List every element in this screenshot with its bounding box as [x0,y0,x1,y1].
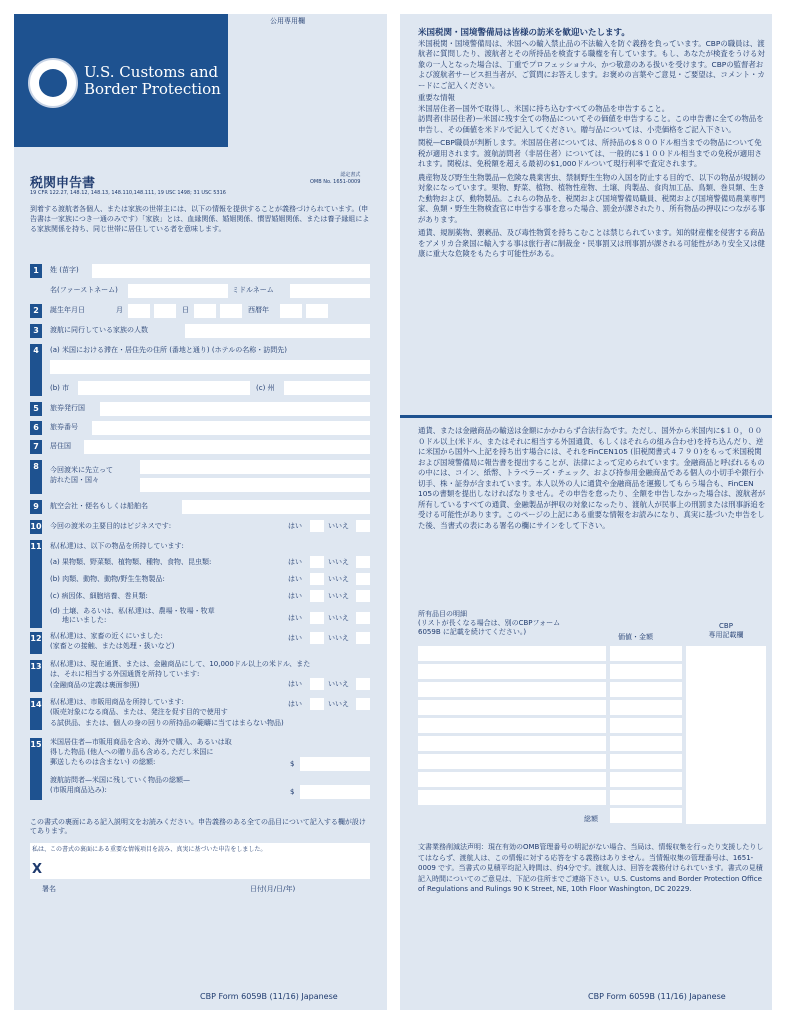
currency-label: 私(私達)は、現在通貨、または、金融商品にして、10,000ドル以上の米ドル、また [50,660,311,668]
dhs-seal-icon [28,58,78,108]
residence-label: 居住国 [50,442,71,450]
residents-label-2: 得した物品 (他人への贈り品も含める, ただし米国に [50,748,214,756]
year-label: 西暦年 [248,306,269,314]
cbp-use-box [686,646,766,824]
article-description-cell[interactable] [418,646,606,661]
yes-label: はい [288,522,302,530]
month-label: 月 [116,306,123,314]
total-label: 総額 [584,815,598,823]
meats-yes-checkbox[interactable] [310,573,324,585]
dollar-sign: $ [290,760,295,768]
commercial-yes-checkbox[interactable] [310,698,324,710]
family-count-field[interactable] [185,324,370,338]
item-number: 2 [30,304,42,318]
fruits-label: (a) 果物類、野菜類、植物類、種物、食物、昆虫類: [50,558,212,566]
first-name-field[interactable] [128,284,228,298]
attestation: 私は、この書式の裏面にある重要な情報項目を読み、真実に基づいた申告をしました。 [32,846,267,853]
residence-field[interactable] [84,440,370,454]
item-number: 4 [30,344,42,396]
day-field-2[interactable] [220,304,242,318]
article-value-cell[interactable] [610,736,682,751]
countries-visited-label-2: 訪れた国・国々 [50,476,99,484]
official-use-label: 公用専用欄 [270,17,305,25]
article-value-cell[interactable] [610,682,682,697]
welcome-heading: 米国税関・国境警備局は皆様の訪米を歓迎いたします。 [418,28,630,38]
currency-yes-checkbox[interactable] [310,678,324,690]
year-field-2[interactable] [306,304,328,318]
important-heading: 重要な情報 [418,93,455,102]
form-number-right: CBP Form 6059B (11/16) Japanese [588,992,726,1001]
signature-notice: この書式の裏面にある記入説明文をお読みください。申告義務のある全ての品目について記入する欄が設けてあります。 [30,818,366,835]
controlled-substances-info: 通貨、規制薬物、猥褻品、及び毒性物質を持ちこむことは禁じられています。知的財産権を侵害する商品をアメリカ合衆国に輸入する事は旅行者に制裁金・民事罰又は刑事罰が課される可能性があり安全又は健康に重大な危険をもたらす可能性がある。 [418,228,765,258]
article-description-cell[interactable] [418,700,606,715]
item-number: 3 [30,324,42,338]
section-divider [400,415,772,418]
meats-no-checkbox[interactable] [356,573,370,585]
date-label: 日付(月/日/年) [250,885,296,893]
item-number: 7 [30,440,42,454]
middle-name-field[interactable] [290,284,370,298]
visitors-total-field[interactable] [300,785,370,799]
fruits-no-checkbox[interactable] [356,556,370,568]
flight-field[interactable] [182,500,370,514]
articles-value-column [610,646,682,826]
no-label: いいえ [328,700,349,708]
item-number: 12 [30,632,42,654]
pathogens-no-checkbox[interactable] [356,590,370,602]
article-description-cell[interactable] [418,664,606,679]
business-label: 今回の渡米の主要目的はビジネスです: [50,522,172,530]
item-number: 10 [30,520,42,534]
dob-label: 誕生年月日 [50,306,85,314]
city-label: (b) 市 [50,384,70,392]
no-label: いいえ [328,558,349,566]
soil-yes-checkbox[interactable] [310,612,324,624]
countries-field-1[interactable] [140,460,370,474]
no-label: いいえ [328,680,349,688]
currency-info: 通貨、または金融商品の輸送は金額にかかわらず合法行為です。ただし、国外から米国内に$１０，０００ドル以上(米ドル、またはそれに相当する外国通貨、もしくはそれらの組み合わせ)を持ち込んだり、逆に米国から国外へ上記を持ち出す場合には、それをFinCEN105 (旧税関書式４７９０)をもって米国税関および国境警備局に報告書を提出することが、法律によって定められています。金融商品と呼ばれるものの中には、コイン、紙幣、トラベラーズ・チェック、および持参用金融商品である個人の小切手や銀行小切手、株・証券が含まれています。本人以外の人に通貨や金融商品を運搬してもらう場合も、FinCEN 105の書類を提出しなければなりません。その申告を怠ったり、全額を申告しなかった場合は、渡航者が所有しているすべての通貨、金融製品が押収の対象になったり、渡航人が民事上の刑罰または刑事訴追を受ける可能性があります。このページの上記にある重要な情報をお読みになり、真実に基づいた申告をした後、当書式の表にある署名の欄にサインをして下さい。 [418,426,766,530]
article-description-cell[interactable] [418,790,606,805]
no-label: いいえ [328,614,349,622]
state-label: (c) 州 [256,384,275,392]
currency-no-checkbox[interactable] [356,678,370,690]
article-value-cell[interactable] [610,790,682,805]
middle-name-label: ミドルネーム [232,286,274,294]
currency-label-3: (金融商品の定義は裏面参照) [50,681,140,689]
day-field[interactable] [194,304,216,318]
fruits-yes-checkbox[interactable] [310,556,324,568]
visitors-info: 訪問者(非居住者)—米国に残す全ての物品についてその価値を申告すること。この申告書に全ての物品を申告し、その価値を米ドルで記入してください。贈与品については、小売価格をご記入下さい。 [418,114,764,134]
article-total-cell[interactable] [610,808,682,823]
residents-total-field[interactable] [300,757,370,771]
yes-label: はい [288,700,302,708]
item-number: 8 [30,460,42,494]
city-field[interactable] [78,381,250,395]
business-yes-checkbox[interactable] [310,520,324,532]
yes-label: はい [288,575,302,583]
no-label: いいえ [328,592,349,600]
signature-label: 署名 [42,885,56,893]
cfr-citation: 19 CFR 122.27, 148.12, 148.13, 148.110,148.111, 19 USC 1498; 31 USC 5316 [30,190,226,196]
yes-label: はい [288,680,302,688]
form-number-left: CBP Form 6059B (11/16) Japanese [200,992,338,1001]
passport-country-field[interactable] [100,402,370,416]
passport-number-label: 旅券番号 [50,423,78,431]
yes-label: はい [288,634,302,642]
commercial-no-checkbox[interactable] [356,698,370,710]
soil-label: (d) 土壌、あるいは、私(私達)は、農場・牧場・牧草 [50,607,215,615]
first-name-label: 名(ファーストネーム) [50,286,118,294]
item-number: 6 [30,421,42,435]
commercial-label-3: る試供品、または、個人の身の回りの所持品の範疇に当てはまらない物品) [50,719,284,727]
article-value-cell[interactable] [610,718,682,733]
article-description-cell[interactable] [418,754,606,769]
no-label: いいえ [328,522,349,530]
no-label: いいえ [328,575,349,583]
family-count-label: 渡航に同行している家族の人数 [50,326,148,334]
agriculture-info: 農産物及び野生生物製品—危険な農業害虫、禁制野生生物の入国を防止する目的で、以下の物品が規制の対象になっています。果物、野菜、植物、植物性産物、土壌、肉製品、食肉加工品、鳥類、巻貝類、生きた動物および、動物製品。これらの物品を、税関および国境警備局職員、税関および国境警備局農業専門家、魚類・野生生物検査官に申告する事を怠った場合、罰金が課されたり、所有物品の押収につながる事があります。 [418,172,766,224]
item-number: 14 [30,698,42,730]
duty-info: 関税—CBP職員が判断します。米国居住者については、所持品の$８００ドル相当までの物品について免税が適用されます。渡航訪問者（非居住者）については、一般的に$１００ドル相当までの免税が適用されます。関税は、免税額を超える最初の$1,000ドルついて現行利率で査定されます。 [418,138,762,168]
yes-label: はい [288,614,302,622]
dollar-sign: $ [290,788,295,796]
business-no-checkbox[interactable] [356,520,370,532]
article-value-cell[interactable] [610,664,682,679]
countries-field-2[interactable] [140,478,370,492]
carrying-label: 私(私達)は、以下の物品を所持しています: [50,542,184,550]
month-field[interactable] [128,304,150,318]
item-number: 15 [30,738,42,800]
surname-label: 姓 (苗字) [50,266,79,274]
omb-approval: 認定書式 OMB No. 1651-0009 [310,172,361,185]
welcome-body: 米国税関・国境警備局は、米国への輸入禁止品の不法輸入を防ぐ義務を負っています。CBPの職員は、渡航者に質問したり、渡航者とその所持品を検査する職権を有しています。もし、あなたが検査をうける対象の一人となった場合は、丁重でプロフェッショナル、かつ敬意のある扱いを受けます。CBPの監督者および渡航者サービス担当者が、ご質問にお答えします。お褒めの言葉やご意見・ご要望は、コメント・カードにご記入ください。 [418,38,765,90]
state-field[interactable] [284,381,370,395]
pathogens-label: (c) 病因体、細胞培養、巻貝類: [50,592,148,600]
livestock-label-2: (家畜との接触、または処理・扱いなど) [50,642,175,650]
year-field[interactable] [280,304,302,318]
value-column-header: 価値・金額 [618,633,653,641]
item-number: 1 [30,264,42,278]
article-value-cell[interactable] [610,754,682,769]
address-field[interactable] [50,360,370,374]
welcome-section [418,28,768,260]
address-label: (a) 米国における滞在・居住先の住所 (番地と通り) (ホテルの名称・訪問先) [50,346,287,354]
article-value-cell[interactable] [610,646,682,661]
cbp-column-header: CBP 専用記載欄 [708,622,744,639]
residents-label-3: 郵送したものは含まない) の総額: [50,758,156,766]
article-value-cell[interactable] [610,772,682,787]
passport-number-field[interactable] [92,421,370,435]
livestock-yes-checkbox[interactable] [310,632,324,644]
flight-label: 航空会社・便名もしくは船舶名 [50,502,148,510]
articles-description-column [418,646,606,808]
item-number: 5 [30,402,42,416]
day-label: 日 [182,306,189,314]
form-title: 税関申告書 [30,176,96,191]
article-value-cell[interactable] [610,700,682,715]
pathogens-yes-checkbox[interactable] [310,590,324,602]
meats-label: (b) 肉類、動物、動物/野生生物製品: [50,575,165,583]
article-description-cell[interactable] [418,772,606,787]
yes-label: はい [288,592,302,600]
livestock-label: 私(私達)は、家畜の近くにいました: [50,632,163,640]
articles-heading: 所有品目の明細 (リストが長くなる場合は、別のCBPフォーム 6059B に記載を続けてください。) [418,610,561,636]
agency-name: U.S. Customs and Border Protection [84,63,221,98]
article-description-cell[interactable] [418,682,606,697]
soil-label-2: 地にいました: [62,616,107,624]
passport-country-label: 旅券発行国 [50,404,85,412]
no-label: いいえ [328,634,349,642]
article-description-cell[interactable] [418,718,606,733]
soil-no-checkbox[interactable] [356,612,370,624]
item-number: 13 [30,660,42,692]
item-number: 9 [30,500,42,514]
paperwork-reduction-statement: 文書業務削減法声明：現在有効のOMB管理番号の明記がない場合、当局は、情報収集を行ったり支援したりしてはならず、渡航人は、この情報に対する応答をする義務はありません。当情報収集の管理番号は、1651-0009 です。当書式の見積平均記入時間は、約4分です。渡航人は、回答を義務付けられています。書式の見積記入時間についてのご意見は、下記の住所までご連絡下さい。U.S. Customs and Border Protection Office of Regulations and Rulings 90 K Street, NE, 10th Floor Washington, DC 20229. [418,843,764,893]
agency-logo-block [14,14,228,147]
commercial-label-2: (販売対象になる商品、または、発注を促す目的で使用す [50,708,228,716]
countries-visited-label: 今回渡米に先立って [50,466,113,474]
signature-mark: X [32,862,43,877]
livestock-no-checkbox[interactable] [356,632,370,644]
residents-info: 米国居住者—国外で取得し、米国に持ち込むすべての物品を申告すること。 [418,103,670,113]
visitors-label-2: (市販用商品込み): [50,786,107,794]
article-description-cell[interactable] [418,736,606,751]
month-field-2[interactable] [154,304,176,318]
surname-field[interactable] [92,264,370,278]
yes-label: はい [288,558,302,566]
form-intro: 到着する渡航者各個人、または家族の世帯主には、以下の情報を提供することが義務づけられています。(申告書は一家族につき一通のみです）「家族」とは、血縁関係、婚姻関係、慣習婚姻関係、または養子縁組による家族関係を持ち、同じ世帯に居住している者を意味します。 [30,205,370,233]
item-number: 11 [30,540,42,628]
visitors-label: 渡航訪問者—米国に残していく物品の総額— [50,776,190,784]
commercial-label: 私(私達)は、市販用商品を所持しています: [50,698,184,706]
residents-label: 米国居住者—市販用商品を含め、海外で購入、あるいは取 [50,738,232,746]
currency-label-2: は、それに相当する外国通貨を所持しています: [50,670,200,678]
